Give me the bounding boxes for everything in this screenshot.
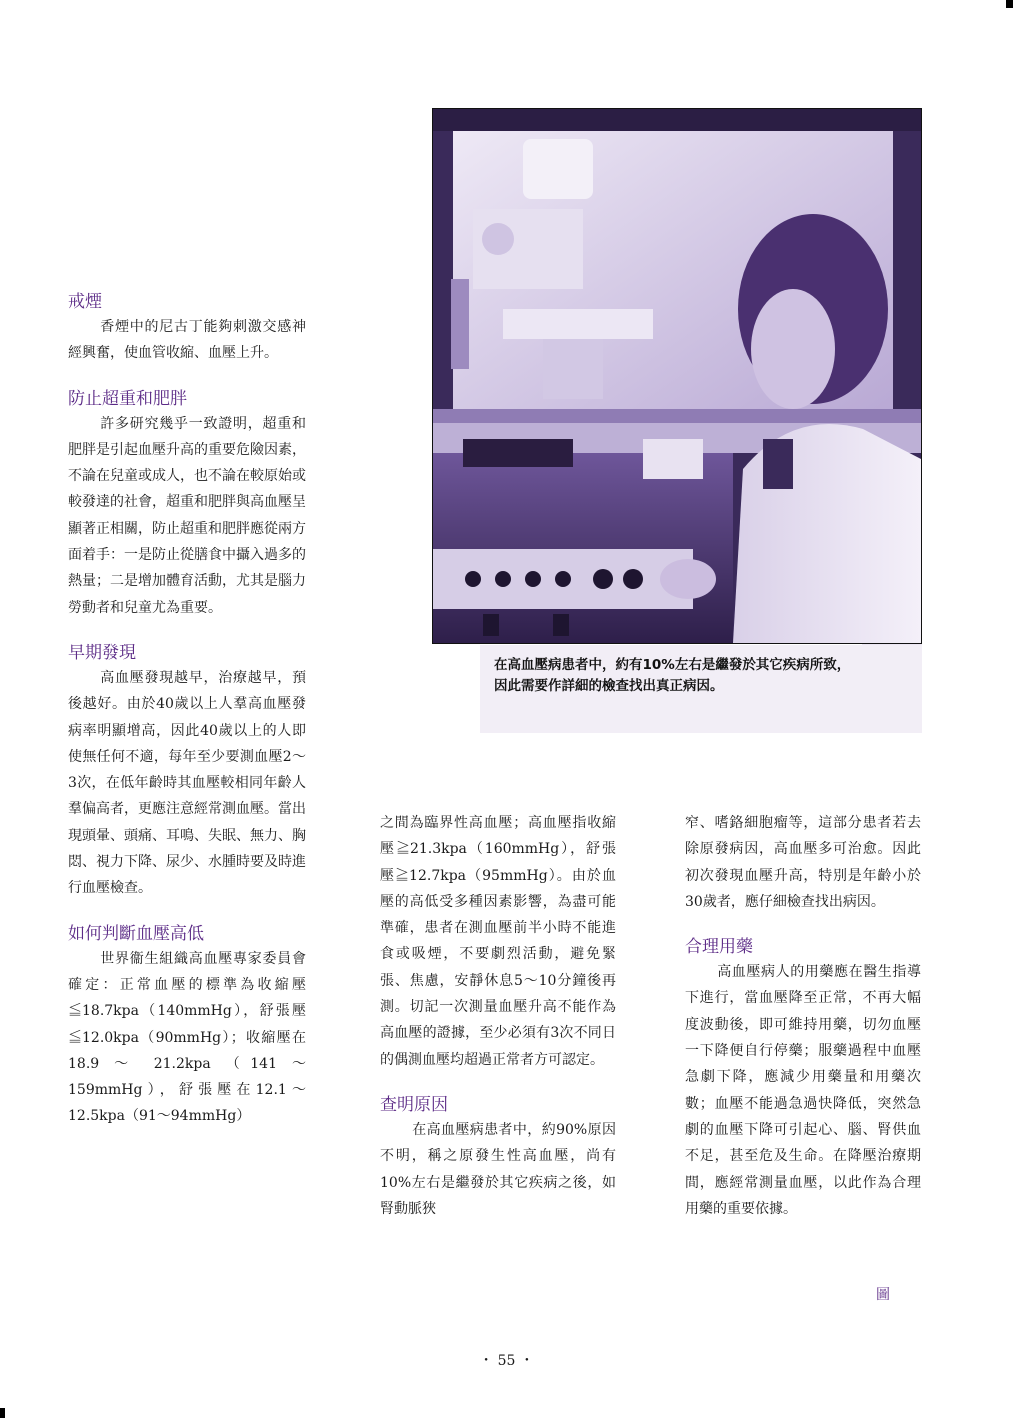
column-1 [68,290,306,1150]
section-heading: 早期發現 [68,642,136,663]
page-number: ・ 55 ・ [479,1353,534,1369]
section-early-detection [68,641,306,902]
section-quit-smoking [68,290,306,367]
section-heading: 防止超重和肥胖 [68,388,187,409]
photo-caption: 在高血壓病患者中，約有10%左右是繼發於其它疾病所致， 因此需要作詳細的檢查找出真正病因。 [494,657,851,694]
section-body: 在高血壓病患者中，約90%原因不明，稱之原發生性高血壓，尚有10%左右是繼發於其它疾病之後，如腎動脈狹 [380,1121,616,1217]
radiology-photo [432,108,922,644]
column-3 [685,810,921,1242]
column-2 [380,810,616,1242]
section-heading: 戒煙 [68,292,102,312]
continued-text [380,810,616,1073]
section-body: 許多研究幾乎一致證明，超重和肥胖是引起血壓升高的重要危險因素，不論在兒童或成人，也不論在較原始或較發達的社會，超重和肥胖與高血壓呈顯著正相關，防止超重和肥胖應從兩方面着手：一是防止從膳食中攝入過多的熱量；二是增加體育活動，尤其是腦力勞動者和兒童尤為重要。 [68,415,306,616]
section-body: 高血壓發現越早，治療越早，預後越好。由於40歲以上人羣高血壓發病率明顯增高，因此40歲以上的人即使無任何不適，每年至少要測血壓2～3次，在低年齡時其血壓較相同年齡人羣偏高者，更應注意經常測血壓。當出現頭暈、頭痛、耳鳴、失眠、無力、胸悶、視力下降、尿少、水腫時要及時進行血壓檢查。 [68,669,306,897]
crop-mark-top-right [1006,0,1013,8]
section-judge-blood-pressure [68,922,306,1130]
section-prevent-obesity [68,387,306,621]
section-body: 高血壓病人的用藥應在醫生指導下進行，當血壓降至正常，不再大幅度波動後，即可維持用藥，切勿血壓一下降便自行停藥；服藥過程中血壓急劇下降，應減少用藥量和用藥次數；血壓不能過急過快降低，突然急劇的血壓下降可引起心、腦、腎供血不足，甚至危及生命。在降壓治療期間，應經常測量血壓，以此作為合理用藥的重要依據。 [685,964,921,1217]
section-body: 香煙中的尼古丁能夠刺激交感神經興奮，使血管收縮、血壓上升。 [68,319,306,362]
end-mark: 圖 [876,1287,890,1303]
section-body: 世界衞生組織高血壓專家委員會確定：正常血壓的標準為收縮壓≦18.7kpa（140mmHg），舒張壓≦12.0kpa（90mmHg）；收縮壓在18.9 ～ 21.2kpa （141 ～159mmHg），舒張壓在12.1～12.5kpa（91～94mmHg） [68,950,306,1125]
continued-body: 窄、嗜鉻細胞瘤等，這部分患者若去除原發病因，高血壓多可治愈。因此初次發現血壓升高，特別是年齡小於30歲者，應仔細檢查找出病因。 [685,815,921,910]
section-find-cause [380,1093,616,1222]
section-heading: 如何判斷血壓高低 [68,923,204,944]
photo-illustration [433,109,921,643]
section-heading: 查明原因 [380,1094,448,1115]
section-heading: 合理用藥 [685,937,753,958]
continued-text [685,810,921,915]
section-rational-medication [685,935,921,1222]
continued-body: 之間為臨界性高血壓；高血壓指收縮壓≧21.3kpa（160mmHg），舒張壓≧12.7kpa（95mmHg）。由於血壓的高低受多種因素影響，為盡可能準確，患者在測血壓前半小時不能進食或吸煙，不要劇烈活動，避免緊張、焦慮，安靜休息5～10分鐘後再測。切記一次測量血壓升高不能作為高血壓的證據，至少必須有3次不同日的偶測血壓均超過正常者方可認定。 [380,815,616,1068]
crop-mark-bottom-left [0,1408,5,1418]
